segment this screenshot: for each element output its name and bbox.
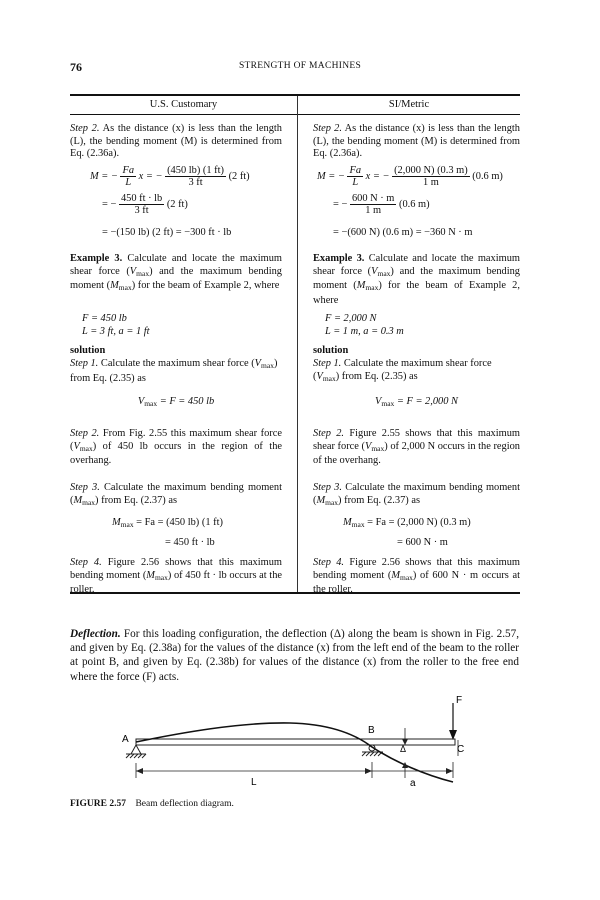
si-column [313, 123, 521, 596]
si-metric-heading: SI/Metric [388, 99, 430, 110]
si-eq3: = −(600 N) (0.6 m) = −360 N · m [333, 227, 473, 238]
si-eq2: = − $\frac{600 N \cdot m}{1 m}$ (0.6 m) [333, 193, 430, 216]
us-eq3: = −(150 lb) (2 ft) = −300 ft · lb [102, 227, 232, 238]
pin-support-a [126, 745, 146, 758]
us-example3: Example 3. Calculate and locate the maximum shear force $(V_{max})$ and the maximum bending moment $(M_{max})$ for the beam of Example 2, where [70, 253, 282, 293]
force-f-arrow [449, 703, 457, 740]
us-step3: Step 3. Calculate the maximum bending moment $(M_{max})$ from Eq. (2.37) as [70, 482, 283, 507]
label-a-overhang: a [410, 778, 416, 789]
running-title: STRENGTH OF MACHINES [238, 61, 362, 71]
us-given-force: F = 450 lb [82, 313, 127, 324]
si-mmax-eq2: = 600 N · m [397, 537, 448, 548]
beam-deflection-diagram [0, 690, 600, 795]
si-vmax-equation: $V_{max} = F = 2,000$ N [375, 396, 458, 408]
label-c: C [457, 744, 465, 755]
si-example3: Example 3. Calculate and locate the maximum shear force $(V_{max})$ and the maximum bending moment $(M_{max})$ for the beam of Example 2, where [313, 253, 520, 306]
page-number: 76 [70, 60, 82, 74]
us-step2-overhang: Step 2. From Fig. 2.55 this maximum shear force $(V_{max})$ of 450 lb occurs in the region of the overhang. [70, 428, 282, 467]
us-eq1: M = − $\frac{Fa}{L}$ x = − $\frac{(450 lb) (1 ft)}{3 ft}$ (2 ft) [90, 165, 250, 188]
si-step3: Step 3. Calculate the maximum bending moment $(M_{max})$ from Eq. (2.37) as [313, 482, 520, 507]
us-solution-label: solution [70, 345, 106, 356]
us-step2: Step 2. As the distance (x) is less than the length (L), the bending moment (M) is determined from Eq. (2.36a). [70, 123, 283, 160]
si-given-lengths: L = 1 m, a = 0.3 m [325, 326, 404, 337]
table-head-rule [70, 114, 520, 115]
us-customary-heading: U.S. Customary [149, 99, 218, 110]
label-f: F [456, 695, 463, 706]
us-mmax-eq1: $M_{max} = Fa = (450$ lb) (1 ft) [112, 517, 223, 529]
overhang-a-dimension [372, 762, 453, 778]
us-step1: Step 1. Calculate the maximum shear force $(V_{max})$ from Eq. (2.35) as [70, 358, 278, 384]
si-mmax-eq1: $M_{max} = Fa = (2,000$ N) (0.3 m) [343, 517, 471, 529]
us-eq2: = − $\frac{450 ft \cdot lb}{3 ft}$ (2 ft) [102, 193, 188, 216]
si-step2: Step 2. As the distance (x) is less than the length (L), the bending moment (M) is determined from Eq. (2.36a). [313, 123, 521, 160]
column-divider [297, 96, 298, 592]
si-given-force: F = 2,000 N [325, 313, 377, 324]
label-a: A [122, 734, 129, 745]
si-step2-overhang: Step 2. Figure 2.55 shows that this maximum shear force $(V_{max})$ of 2,000 N occurs in the region of the overhang. [313, 428, 521, 467]
us-mmax-eq2: = 450 ft · lb [165, 537, 215, 548]
us-step4: Step 4. Figure 2.56 shows that this maximum bending moment $(M_{max})$ of 450 ft · lb occurs at the roller. [70, 557, 283, 596]
si-step4: Step 4. Figure 2.56 shows that this maximum bending moment $(M_{max})$ of 600 N · m occurs at the roller. [313, 557, 520, 596]
table-top-rule [70, 94, 520, 96]
label-b: B [368, 725, 375, 736]
deflection-paragraph: Deflection. For this loading configuration, the deflection (Δ) along the beam is shown in Fig. 2.57, and given by Eq. (2.38a) for the values of the distance (x) from the left end of the beam to the roller at point B, and given by Eq. (2.38b) for values of the distance (x) from the roller to the free end where the force (F) acts. [70, 628, 520, 683]
us-given-lengths: L = 3 ft, a = 1 ft [82, 326, 150, 337]
label-l: L [251, 777, 257, 788]
si-step1: Step 1. Calculate the maximum shear force $(V_{max})$ from Eq. (2.35) as [313, 358, 492, 383]
si-solution-label: solution [313, 345, 349, 356]
length-l-dimension [136, 762, 372, 778]
us-vmax-equation: $V_{max} = F = 450$ lb [137, 396, 215, 408]
si-eq1: M = − $\frac{Fa}{L}$ x = − $\frac{(2,000 N) (0.3 m)}{1 m}$ (0.6 m) [317, 165, 503, 188]
label-delta: Δ [400, 744, 407, 754]
us-column [70, 123, 283, 596]
figure-caption: FIGURE 2.57 Beam deflection diagram. [70, 799, 234, 809]
